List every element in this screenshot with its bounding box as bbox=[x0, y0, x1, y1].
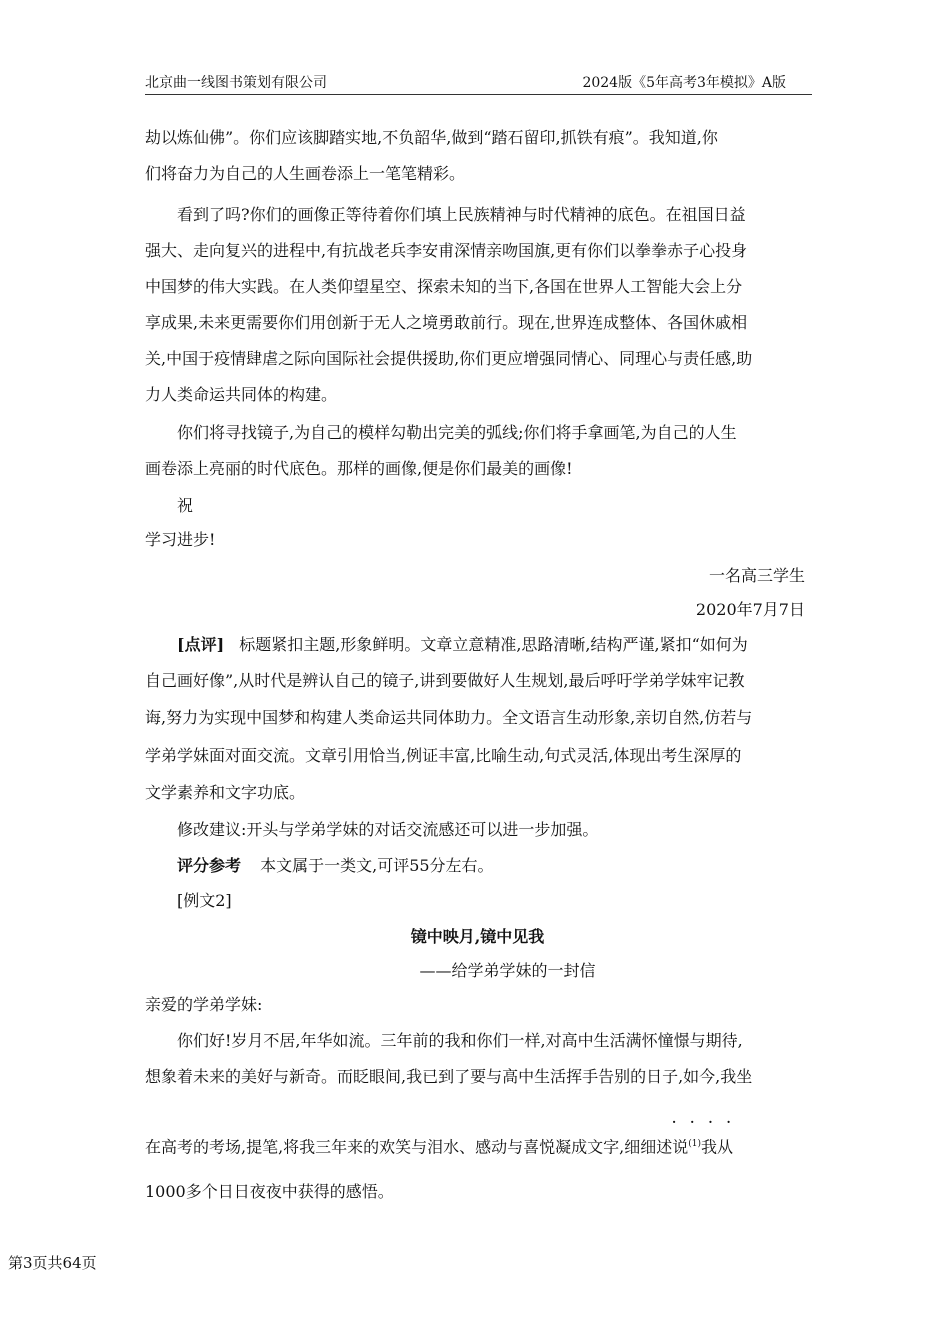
text-line: 文学素养和文字功底。 bbox=[145, 783, 306, 802]
score-text: 本文属于一类文,可评55分左右。 bbox=[260, 856, 494, 875]
footnote-marker: (1) bbox=[688, 1139, 702, 1149]
text-line: 享成果,未来更需要你们用创新于无人之境勇敢前行。现在,世界连成整体、各国休戚相 bbox=[145, 313, 748, 332]
letter-signature: 一名高三学生 bbox=[708, 566, 805, 585]
example-label: [例文2] bbox=[177, 891, 232, 910]
header-publisher: 北京曲一线图书策划有限公司 bbox=[145, 75, 327, 91]
text-line: 你们好!岁月不居,年华如流。三年前的我和你们一样,对高中生活满怀憧憬与期待, bbox=[177, 1031, 743, 1050]
text-line-with-note bbox=[145, 1126, 810, 1165]
score-reference bbox=[177, 848, 810, 884]
letter-date: 2020年7月7日 bbox=[695, 600, 805, 619]
review-text: 标题紧扣主题,形象鲜明。文章立意精准,思路清晰,结构严谨,紧扣“如何为 bbox=[239, 635, 748, 654]
essay-title: 镜中映月,镜中见我 bbox=[410, 927, 545, 946]
text-line: 关,中国于疫情肆虐之际向国际社会提供援助,你们更应增强同情心、同理心与责任感,助 bbox=[145, 349, 753, 368]
score-label: 评分参考 bbox=[177, 856, 242, 875]
text-line: 们将奋力为自己的人生画卷添上一笔笔精彩。 bbox=[145, 164, 466, 183]
text-line: 力人类命运共同体的构建。 bbox=[145, 385, 338, 404]
salutation: 亲爱的学弟学妹: bbox=[145, 995, 263, 1014]
letter-wish: 学习进步! bbox=[145, 530, 216, 549]
review-paragraph-start bbox=[177, 627, 810, 663]
text-line: 看到了吗?你们的画像正等待着你们填上民族精神与时代精神的底色。在祖国日益 bbox=[177, 205, 746, 224]
text-line: 劫以炼仙佛”。你们应该脚踏实地,不负韶华,做到“踏石留印,抓铁有痕”。我知道,你 bbox=[145, 128, 718, 147]
text-line: 自己画好像”,从时代是辨认自己的镜子,讲到要做好人生规划,最后呼吁学弟学妹牢记教 bbox=[145, 671, 745, 690]
text-line: 学弟学妹面对面交流。文章引用恰当,例证丰富,比喻生动,句式灵活,体现出考生深厚的 bbox=[145, 746, 742, 765]
text-segment: 我从 bbox=[701, 1137, 734, 1157]
text-line: 诲,努力为实现中国梦和构建人类命运共同体助力。全文语言生动形象,亲切自然,仿若与 bbox=[145, 708, 753, 727]
essay-subtitle: ——给学弟学妹的一封信 bbox=[419, 961, 596, 980]
header-book-title: 2024版《5年高考3年模拟》A版 bbox=[582, 75, 786, 91]
text-line: 中国梦的伟大实践。在人类仰望星空、探索未知的当下,各国在世界人工智能大会上分 bbox=[145, 277, 743, 296]
review-label: [点评] bbox=[177, 635, 225, 654]
emphasis-dots: ···· bbox=[672, 1115, 745, 1129]
page-header bbox=[145, 70, 812, 95]
letter-closing: 祝 bbox=[177, 496, 194, 515]
revision-suggestion: 修改建议:开头与学弟学妹的对话交流感还可以进一步加强。 bbox=[177, 820, 599, 839]
text-line: 你们将寻找镜子,为自己的模样勾勒出完美的弧线;你们将手拿画笔,为自己的人生 bbox=[177, 423, 737, 442]
text-segment: 在高考的考场,提笔,将我三年来的欢笑与泪水、感动与喜悦凝成文字,细细述说 bbox=[145, 1137, 689, 1157]
text-line: 1000多个日日夜夜中获得的感悟。 bbox=[145, 1182, 394, 1201]
text-line: 强大、走向复兴的进程中,有抗战老兵李安甫深情亲吻国旗,更有你们以拳拳赤子心投身 bbox=[145, 241, 748, 260]
text-line: 想象着未来的美好与新奇。而眨眼间,我已到了要与高中生活挥手告别的日子,如今,我坐 bbox=[145, 1067, 753, 1086]
text-line: 画卷添上亮丽的时代底色。那样的画像,便是你们最美的画像! bbox=[145, 459, 573, 478]
page-number: 第3页共64页 bbox=[8, 1254, 97, 1272]
